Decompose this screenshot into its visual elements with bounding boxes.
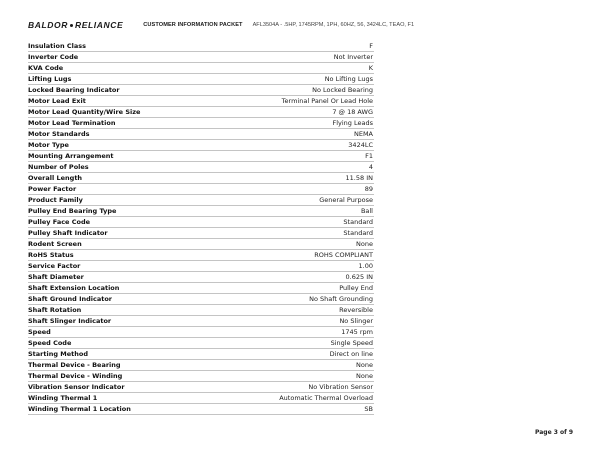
spec-label: Thermal Device - Bearing bbox=[28, 360, 218, 371]
spec-value: K bbox=[218, 63, 374, 74]
spec-value: No Lifting Lugs bbox=[218, 74, 374, 85]
spec-label: Insulation Class bbox=[28, 41, 218, 52]
spec-label: Motor Lead Termination bbox=[28, 118, 218, 129]
spec-label: Shaft Slinger Indicator bbox=[28, 316, 218, 327]
spec-label: Shaft Diameter bbox=[28, 272, 218, 283]
spec-row bbox=[28, 294, 374, 305]
spec-label: RoHS Status bbox=[28, 250, 218, 261]
spec-value: Automatic Thermal Overload bbox=[218, 393, 374, 404]
spec-row bbox=[28, 184, 374, 195]
spec-row bbox=[28, 107, 374, 118]
spec-row bbox=[28, 239, 374, 250]
spec-value: NEMA bbox=[218, 129, 374, 140]
spec-value: 11.58 IN bbox=[218, 173, 374, 184]
spec-value: 1.00 bbox=[218, 261, 374, 272]
spec-row bbox=[28, 250, 374, 261]
spec-value: Reversible bbox=[218, 305, 374, 316]
spec-row bbox=[28, 85, 374, 96]
spec-value: Terminal Panel Or Lead Hole bbox=[218, 96, 374, 107]
spec-label: Number of Poles bbox=[28, 162, 218, 173]
spec-label: Starting Method bbox=[28, 349, 218, 360]
spec-row bbox=[28, 261, 374, 272]
spec-label: Motor Lead Exit bbox=[28, 96, 218, 107]
spec-label: Motor Standards bbox=[28, 129, 218, 140]
spec-label: Service Factor bbox=[28, 261, 218, 272]
spec-row bbox=[28, 173, 374, 184]
spec-label: Motor Lead Quantity/Wire Size bbox=[28, 107, 218, 118]
spec-value: F1 bbox=[218, 151, 374, 162]
spec-label: KVA Code bbox=[28, 63, 218, 74]
spec-label: Pulley Shaft Indicator bbox=[28, 228, 218, 239]
spec-row bbox=[28, 63, 374, 74]
spec-label: Shaft Ground Indicator bbox=[28, 294, 218, 305]
spec-value: Standard bbox=[218, 217, 374, 228]
logo-dot-icon bbox=[70, 24, 73, 27]
spec-row bbox=[28, 371, 374, 382]
spec-row bbox=[28, 162, 374, 173]
spec-value: F bbox=[218, 41, 374, 52]
spec-value: General Purpose bbox=[218, 195, 374, 206]
spec-row bbox=[28, 151, 374, 162]
spec-label: Pulley End Bearing Type bbox=[28, 206, 218, 217]
spec-label: Power Factor bbox=[28, 184, 218, 195]
spec-row bbox=[28, 404, 374, 415]
spec-row bbox=[28, 338, 374, 349]
logo-reliance-text: RELIANCE bbox=[74, 20, 124, 30]
spec-value: None bbox=[218, 360, 374, 371]
spec-label: Product Family bbox=[28, 195, 218, 206]
spec-row bbox=[28, 393, 374, 404]
spec-row bbox=[28, 41, 374, 52]
specification-table bbox=[28, 41, 374, 415]
spec-label: Speed bbox=[28, 327, 218, 338]
spec-row bbox=[28, 52, 374, 63]
spec-value: 1745 rpm bbox=[218, 327, 374, 338]
spec-label: Pulley Face Code bbox=[28, 217, 218, 228]
spec-label: Vibration Sensor Indicator bbox=[28, 382, 218, 393]
spec-value: No Shaft Grounding bbox=[218, 294, 374, 305]
spec-value: 4 bbox=[218, 162, 374, 173]
spec-value: 3424LC bbox=[218, 140, 374, 151]
spec-label: Mounting Arrangement bbox=[28, 151, 218, 162]
spec-value: ROHS COMPLIANT bbox=[218, 250, 374, 261]
spec-row bbox=[28, 228, 374, 239]
spec-row bbox=[28, 118, 374, 129]
spec-row bbox=[28, 217, 374, 228]
spec-row bbox=[28, 305, 374, 316]
spec-row bbox=[28, 272, 374, 283]
spec-row bbox=[28, 283, 374, 294]
spec-label: Lifting Lugs bbox=[28, 74, 218, 85]
spec-value: None bbox=[218, 239, 374, 250]
spec-value: No Slinger bbox=[218, 316, 374, 327]
spec-label: Shaft Rotation bbox=[28, 305, 218, 316]
spec-row bbox=[28, 74, 374, 85]
spec-label: Shaft Extension Location bbox=[28, 283, 218, 294]
spec-value: 89 bbox=[218, 184, 374, 195]
spec-row bbox=[28, 360, 374, 371]
page-number: Page 3 of 9 bbox=[535, 429, 573, 436]
spec-label: Speed Code bbox=[28, 338, 218, 349]
spec-value: Direct on line bbox=[218, 349, 374, 360]
spec-row bbox=[28, 349, 374, 360]
spec-value: Standard bbox=[218, 228, 374, 239]
spec-value: No Locked Bearing bbox=[218, 85, 374, 96]
spec-label: Winding Thermal 1 Location bbox=[28, 404, 218, 415]
logo-baldor-text: BALDOR bbox=[28, 20, 68, 30]
spec-label: Winding Thermal 1 bbox=[28, 393, 218, 404]
spec-value: No Vibration Sensor bbox=[218, 382, 374, 393]
spec-label: Overall Length bbox=[28, 173, 218, 184]
spec-value: Not Inverter bbox=[218, 52, 374, 63]
spec-value: None bbox=[218, 371, 374, 382]
page-header bbox=[28, 19, 588, 31]
specification-table-body bbox=[28, 41, 374, 415]
spec-value: SB bbox=[218, 404, 374, 415]
spec-row bbox=[28, 140, 374, 151]
spec-row bbox=[28, 316, 374, 327]
spec-value: Single Speed bbox=[218, 338, 374, 349]
product-description: AFL3504A - .5HP, 1745RPM, 1PH, 60HZ, 56, 3424LC, TEAO, F1 bbox=[252, 22, 415, 28]
spec-row bbox=[28, 206, 374, 217]
spec-label: Inverter Code bbox=[28, 52, 218, 63]
spec-value: Pulley End bbox=[218, 283, 374, 294]
spec-row bbox=[28, 382, 374, 393]
spec-label: Thermal Device - Winding bbox=[28, 371, 218, 382]
spec-row bbox=[28, 195, 374, 206]
spec-label: Locked Bearing Indicator bbox=[28, 85, 218, 96]
spec-row bbox=[28, 129, 374, 140]
baldor-reliance-logo bbox=[28, 20, 123, 30]
spec-label: Motor Type bbox=[28, 140, 218, 151]
spec-value: Flying Leads bbox=[218, 118, 374, 129]
spec-row bbox=[28, 96, 374, 107]
spec-value: Ball bbox=[218, 206, 374, 217]
spec-row bbox=[28, 327, 374, 338]
document-title: CUSTOMER INFORMATION PACKET bbox=[143, 22, 243, 28]
spec-value: 7 @ 18 AWG bbox=[218, 107, 374, 118]
spec-value: 0.625 IN bbox=[218, 272, 374, 283]
spec-label: Rodent Screen bbox=[28, 239, 218, 250]
